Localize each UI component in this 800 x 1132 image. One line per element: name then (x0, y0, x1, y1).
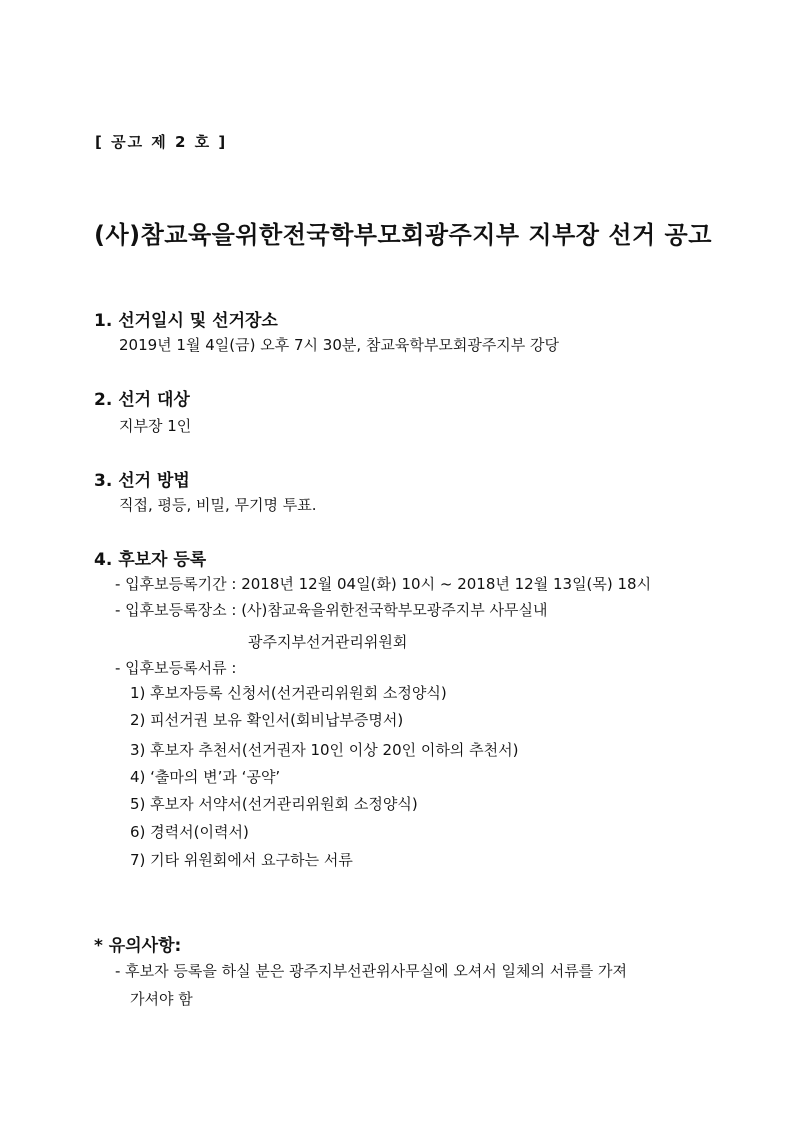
section-line: 2019년 1월 4일(금) 오후 7시 30분, 참교육학부모회광주지부 강당 (119, 336, 560, 354)
document-item: 1) 후보자등록 신청서(선거관리위원회 소정양식) (130, 684, 447, 702)
section-line: - 입후보등록서류 : (115, 659, 237, 677)
section-heading-method: 3. 선거 방법 (94, 471, 190, 491)
document-item: 7) 기타 위원회에서 요구하는 서류 (130, 851, 353, 869)
notes-line: - 후보자 등록을 하실 분은 광주지부선관위사무실에 오셔서 일체의 서류를 가져 (115, 962, 628, 980)
notes-line: 가셔야 함 (130, 990, 193, 1008)
section-heading-target: 2. 선거 대상 (94, 390, 190, 410)
document-item: 5) 후보자 서약서(선거관리위원회 소정양식) (130, 795, 418, 813)
notice-number: [ 공고 제 2 호 ] (95, 133, 228, 151)
document-item: 2) 피선거권 보유 확인서(회비납부증명서) (130, 711, 404, 729)
document-item: 3) 후보자 추천서(선거권자 10인 이상 20인 이하의 추천서) (130, 741, 519, 759)
section-line: - 입후보등록장소 : (사)참교육을위한전국학부모광주지부 사무실내 (115, 601, 548, 619)
section-line: 광주지부선거관리위원회 (248, 633, 408, 651)
notes-heading: * 유의사항: (94, 936, 182, 956)
page-title: (사)참교육을위한전국학부모회광주지부 지부장 선거 공고 (94, 221, 712, 249)
section-heading-registration: 4. 후보자 등록 (94, 550, 207, 570)
document-item: 6) 경력서(이력서) (130, 823, 249, 841)
document-item: 4) ‘출마의 변’과 ‘공약’ (130, 768, 281, 786)
section-line: 직접, 평등, 비밀, 무기명 투표. (119, 496, 317, 514)
section-line: 지부장 1인 (119, 417, 192, 435)
section-line: - 입후보등록기간 : 2018년 12월 04일(화) 10시 ~ 2018년 12월 13일(목) 18시 (115, 575, 652, 593)
section-heading-schedule: 1. 선거일시 및 선거장소 (94, 311, 278, 331)
